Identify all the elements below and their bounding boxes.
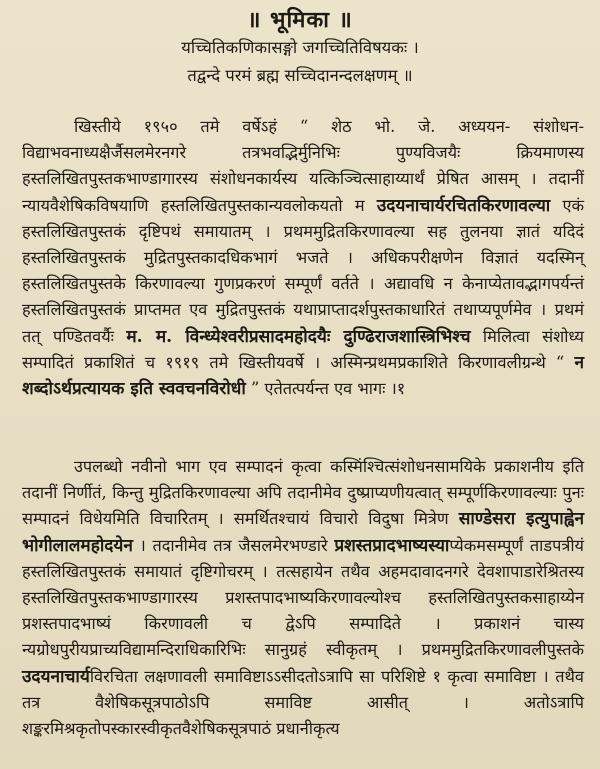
paragraph-2-text-a: उपलब्धो नवीनो भाग एव सम्पादनं कृत्वा कस्मिंश्चित्संशोधनसामयिके प्रकाशनीय इति तदानीं निर्णीतं, किन्तु मुद्रितकिरणावल्या अपि तदानीमेव दुष्प्राप्यणीयत्वात् सम्पूर्णकिरणावल्याः पुनः सम्पादनं विधेयमिति विचारितम् । समर्थितश्चायं विचारो विदुषा मित्रेण (22, 457, 584, 529)
paragraph-1-text-a: खिस्तीये १९५० तमे वर्षेऽहं “ शेठ भो. जे. अध्ययन- संशोधन- विद्याभवनाध्यक्षैर्जैसलमेरनगरे तत्रभवद्भिर्मुनिभिः पुण्यविजयैः क्रियमाणस्य हस्तलिखितपुस्तकभाण्डागारस्य संशोधनकार्यस्य यत्किञ्चित्साहाय्यार्थं प्रेषित आसम् । तदानीं न्यायवैशेषिकविषयाणि हस्तलिखितपुस्तकान्यवलोकयतो म (22, 117, 584, 215)
paragraph-1-text-d: ” एतेतत्पर्यन्त एव भागः ।१ (245, 379, 406, 399)
paragraph-1-text-c: मिलित्वा संशोध्य सम्पादितं प्रकाशितं च १९१९ तमे खिस्तीयवर्षे । अस्मिन्प्रथमप्रकाशिते किरणावलीग्रन्थे “ (22, 326, 584, 372)
paragraph-2-text-c: प्येकमसम्पूर्णं ताडपत्रीयं हस्तलिखितपुस्तकं समायातं दृष्टिगोचरम् । तत्सहायेन तथैव अहमदावादनगरे देवशापाडारेश्रितस्य हस्तलिखितपुस्तकभाण्डागारस्य प्रशस्तपादभाष्यकिरणावल्योश्च हस्तलिखितपुस्तकसाहाय्येन प्रशस्तपादभाष्यं किरणावली च द्वेऽपि सम्पादिते । प्रकाशनं चास्य न्यग्रोधपुरीयप्राच्यविद्यामन्दिराधिकारिभिः सानुग्रहं स्वीकृतम् । प्रथममुद्रितकिरणावलीपुस्तके (22, 535, 584, 660)
invocation-verse-line-1: यच्चितिकणिकासङ्गो जगच्चितिविषयकः । (181, 38, 419, 57)
paragraph-2-text-d: विरचिता लक्षणावली समाविष्टाऽऽसीदतोऽत्रापि सा परिशिष्टे १ कृत्वा समाविष्टा । तथैव तत्र वैशेषिकसूत्रपाठोऽपि समाविष्ट आसीत् । अतोऽत्रापि शङ्करमिश्रकृतोपस्कारस्वीकृतवैशेषिकसूत्रपाठं प्रधानीकृत्य (22, 666, 584, 739)
paragraph-2 (22, 454, 584, 742)
page-heading: ॥ भूमिका ॥ (247, 7, 353, 33)
bold-phrase-prashastapada: प्रशस्तप्रादभाष्यस्या (334, 535, 450, 556)
bold-phrase-sandesara: साण्डेसरा इत्युपाह्वेन भोगीलालमहोदयेन (22, 509, 584, 556)
bold-phrase-editors: म. म. विन्ध्येश्वरीप्रसादमहोदयैः दुण्ढिराजशास्त्रिभिश्च (126, 326, 471, 347)
paragraph-2-text-b: । तदानीमेव तत्र जैसलमेरभण्डारे (132, 535, 335, 555)
paragraph-1-text-b: एकं हस्तलिखितपुस्तकं दृष्टिपथं समायातम् । प्रथममुद्रितकिरणावल्या सह तुलनया ज्ञातं यदिदं हस्तलिखितपुस्तकं मुद्रितपुस्तकादधिकभागं भजते । अधिकपरीक्षणेन विज्ञातं यदस्मिन् हस्तलिखितपुस्तके किरणावल्या गुणप्रकरणं सम्पूर्णं वर्तते । अद्यावधि न केनाप्येतावद्भागपर्यन्तं हस्तलिखितपुस्तकं प्राप्तमत एव मुद्रितपुस्तकं यथाप्राप्तादर्शपुस्तकाधारितं तथाप्यपूर्णमेव । प्रथमं तत् पण्डितवर्यैः (22, 195, 584, 346)
bold-phrase-kiranavali: उदयनाचार्यरचितकिरणावल्या (376, 195, 551, 216)
invocation-verse-line-2: तद्वन्दे परमं ब्रह्म सच्चिदानन्दलक्षणम् ॥ (187, 66, 413, 85)
paragraph-1 (22, 114, 584, 402)
bold-phrase-quotation: न शब्दोऽर्थप्रत्यायक इति स्ववचनविरोधी (22, 352, 584, 400)
bold-phrase-udayanacharya: उदयनाचार्य (22, 666, 90, 687)
